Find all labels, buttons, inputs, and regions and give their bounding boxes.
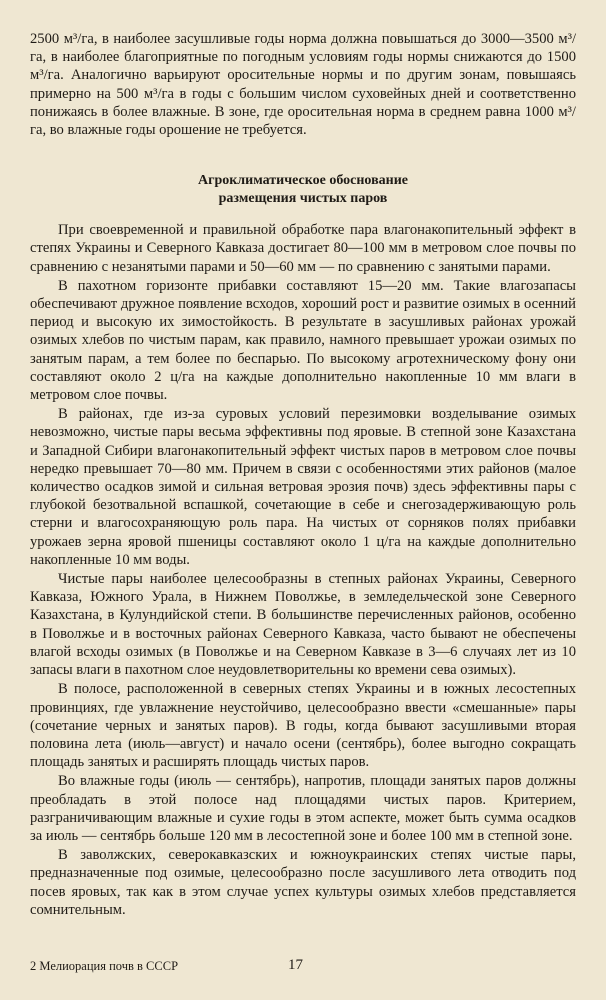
paragraph: В полосе, расположенной в северных степях Украины и в южных лесостепных провинциях, где увлажнение неустойчиво, целесообразно ввести «смешанные» пары (сочетание черных и занятых паров). В годы, когда бывают засушливыми вторая половина лета (июль—август) и начало осени (сентябрь), более выгодно сокращать площадь занятых и расширять площадь чистых паров. — [30, 681, 576, 771]
paragraph: В пахотном горизонте прибавки составляют 15—20 мм. Такие влагозапасы обеспечивают дружное появление всходов, хороший рост и развитие озимых в осенний период и высокую их зимостойкость. В результате в засушливых районах урожай озимых хлебов по чистым парам, как правило, намного превышает урожаи озимых по занятым парам, а тем более по беспарью. По высокому агротехническому фону они составляют около 2 ц/га на каждые дополнительно накопленные 10 мм влаги в метровом слое почвы. — [30, 277, 576, 404]
paragraph: В районах, где из-за суровых условий перезимовки возделывание озимых невозможно, чистые пары весьма эффективны под яровые. В степной зоне Казахстана и Западной Сибири влагонакопительный эффект чистых паров в метровом слое почвы нередко превышает 70—80 мм. Причем в связи с особенностями этих районов (малое количество осадков зимой и сильная ветровая эрозия почв) здесь эффективны пары с глубокой безотвальной вспашкой, сочетающие в себе и снегозадерживающую роль стерни и влагосохраняющую роль пара. На чистых от сорняков полях прибавки урожаев зерна яровой пшеницы составляют около 1 ц/га на каждые дополнительно накопленные 10 мм воды. — [30, 406, 576, 568]
section-heading-line-2: размещения чистых паров — [218, 191, 388, 207]
paragraph-continued: 2500 м³/га, в наиболее засушливые годы норма должна повышаться до 3000—3500 м³/га, в наиболее благоприятные по погодным условиям годы нормы снижаются до 1500 м³/га. Аналогично варьируют оросительные нормы и по другим зонам, повышаясь примерно на 500 м³/га в годы с большим числом суховейных дней и соответственно понижаясь в более влажные. В зоне, где оросительная норма в среднем равна 1000 м³/га, во влажные годы орошение не требуется. — [30, 31, 576, 139]
page-body — [30, 30, 576, 919]
page-footer — [30, 957, 576, 979]
section-heading — [30, 172, 576, 208]
paragraph: В заволжских, северокавказских и южноукраинских степях чистые пары, предназначенные под озимые, целесообразно после засушливого лета отводить под посев яровых, так как в этом случае успех культуры озимых хлебов представляется сомнительным. — [30, 847, 576, 918]
printer-signature: 2 Мелиорация почв в СССР — [30, 959, 179, 973]
page-number: 17 — [288, 957, 303, 973]
paragraph: При своевременной и правильной обработке пара влагонакопительный эффект в степях Украины и Северного Кавказа достигает 80—100 мм в метровом слое почвы по сравнению с незанятыми парами и 50—60 мм — по сравнению с занятыми парами. — [30, 222, 576, 275]
paragraph: Во влажные годы (июль — сентябрь), напротив, площади занятых паров должны преобладать в этой полосе над площадями чистых паров. Критерием, разграничивающим влажные и сухие годы в этом аспекте, может быть сумма осадков за июль — сентябрь больше 120 мм в лесостепной зоне и более 100 мм в степной зоне. — [30, 773, 576, 844]
paragraph: Чистые пары наиболее целесообразны в степных районах Украины, Северного Кавказа, Южного Урала, в Нижнем Поволжье, в земледельческой зоне Северного Казахстана, в Кулундийской степи. В большинстве перечисленных районов, особенно в Поволжье и в восточных районах Северного Кавказа, часто бывают не обеспечены влагой всходы озимых (в Поволжье и на Северном Кавказе в 3—6 случаях лет из 10 запасы влаги в пахотном слое неудовлетворительны ко времени сева озимых). — [30, 571, 576, 679]
section-heading-line-1: Агроклиматическое обоснование — [197, 173, 408, 189]
